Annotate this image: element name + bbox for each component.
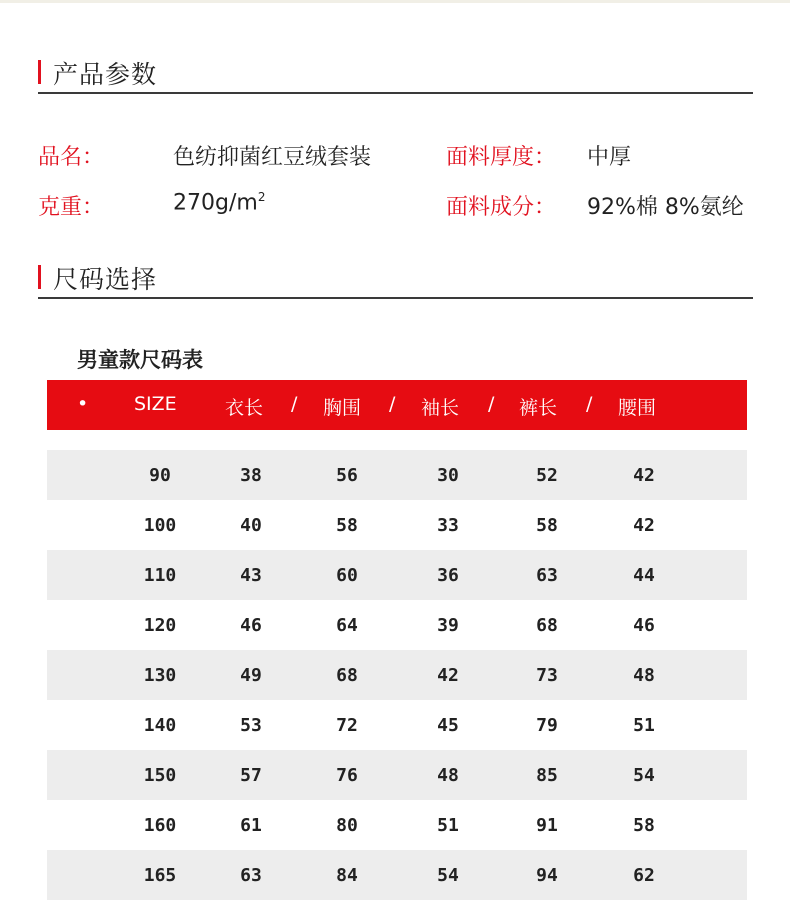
header-length: 衣长 [225,397,264,419]
param-label: 品名： [38,145,105,170]
table-row [47,700,747,750]
weight-value-text: 270g/m [173,190,258,216]
header-separator: / [488,393,495,415]
param-name [38,140,372,171]
section-accent-bar [38,60,41,84]
header-separator: / [291,393,298,415]
table-row [47,500,747,550]
cell-pants: 68 [536,615,558,636]
header-size: SIZE [134,393,177,415]
cell-length: 38 [240,465,262,486]
section-title: 产品参数 [53,60,158,89]
cell-chest: 76 [336,765,358,786]
cell-sleeve: 30 [437,465,459,486]
cell-length: 57 [240,765,262,786]
header-separator: / [389,393,396,415]
cell-waist: 54 [633,765,655,786]
cell-waist: 42 [633,465,655,486]
cell-chest: 64 [336,615,358,636]
cell-chest: 84 [336,865,358,886]
size-table-header [47,380,747,430]
param-thickness [446,140,632,171]
cell-sleeve: 54 [437,865,459,886]
cell-length: 53 [240,715,262,736]
cell-sleeve: 48 [437,765,459,786]
cell-size: 100 [143,515,177,536]
cell-pants: 94 [536,865,558,886]
cell-pants: 52 [536,465,558,486]
cell-waist: 48 [633,665,655,686]
table-row [47,850,747,900]
cell-chest: 80 [336,815,358,836]
cell-length: 46 [240,615,262,636]
top-rule [0,0,790,3]
cell-chest: 68 [336,665,358,686]
param-label: 克重： [38,195,105,220]
cell-waist: 46 [633,615,655,636]
header-sleeve: 袖长 [421,397,460,419]
size-table-title: 男童款尺码表 [77,348,203,372]
header-chest: 胸围 [323,397,362,419]
table-row [47,600,747,650]
cell-size: 160 [143,815,177,836]
cell-size: 150 [143,765,177,786]
param-composition [446,190,744,221]
cell-size: 110 [143,565,177,586]
table-row [47,650,747,700]
cell-pants: 73 [536,665,558,686]
header-bullet: • [77,393,89,415]
cell-chest: 60 [336,565,358,586]
param-value: 92%棉 8%氨纶 [587,195,744,220]
cell-sleeve: 39 [437,615,459,636]
cell-sleeve: 36 [437,565,459,586]
cell-size: 120 [143,615,177,636]
section-title: 尺码选择 [53,265,158,294]
param-weight [38,190,266,221]
weight-superscript: 2 [257,190,266,204]
cell-length: 63 [240,865,262,886]
section-header-product-params [38,52,753,94]
cell-pants: 58 [536,515,558,536]
cell-pants: 79 [536,715,558,736]
cell-chest: 72 [336,715,358,736]
param-value: 色纺抑菌红豆绒套装 [173,145,372,170]
cell-sleeve: 45 [437,715,459,736]
param-label: 面料成分： [446,195,557,220]
cell-length: 43 [240,565,262,586]
section-accent-bar [38,265,41,289]
table-row [47,800,747,850]
cell-waist: 58 [633,815,655,836]
cell-length: 40 [240,515,262,536]
cell-pants: 63 [536,565,558,586]
table-row [47,750,747,800]
cell-length: 49 [240,665,262,686]
cell-size: 90 [149,465,171,486]
cell-waist: 51 [633,715,655,736]
cell-waist: 44 [633,565,655,586]
cell-waist: 62 [633,865,655,886]
cell-chest: 58 [336,515,358,536]
cell-pants: 85 [536,765,558,786]
section-header-size-select [38,257,753,299]
header-pants: 裤长 [519,397,558,419]
table-row [47,550,747,600]
table-row [47,450,747,500]
cell-size: 165 [143,865,177,886]
param-value: 中厚 [587,145,632,170]
cell-sleeve: 33 [437,515,459,536]
header-separator: / [586,393,593,415]
cell-size: 140 [143,715,177,736]
cell-sleeve: 42 [437,665,459,686]
cell-length: 61 [240,815,262,836]
cell-sleeve: 51 [437,815,459,836]
param-label: 面料厚度： [446,145,557,170]
param-value [173,190,265,215]
cell-size: 130 [143,665,177,686]
cell-pants: 91 [536,815,558,836]
header-waist: 腰围 [618,397,657,419]
cell-waist: 42 [633,515,655,536]
cell-chest: 56 [336,465,358,486]
